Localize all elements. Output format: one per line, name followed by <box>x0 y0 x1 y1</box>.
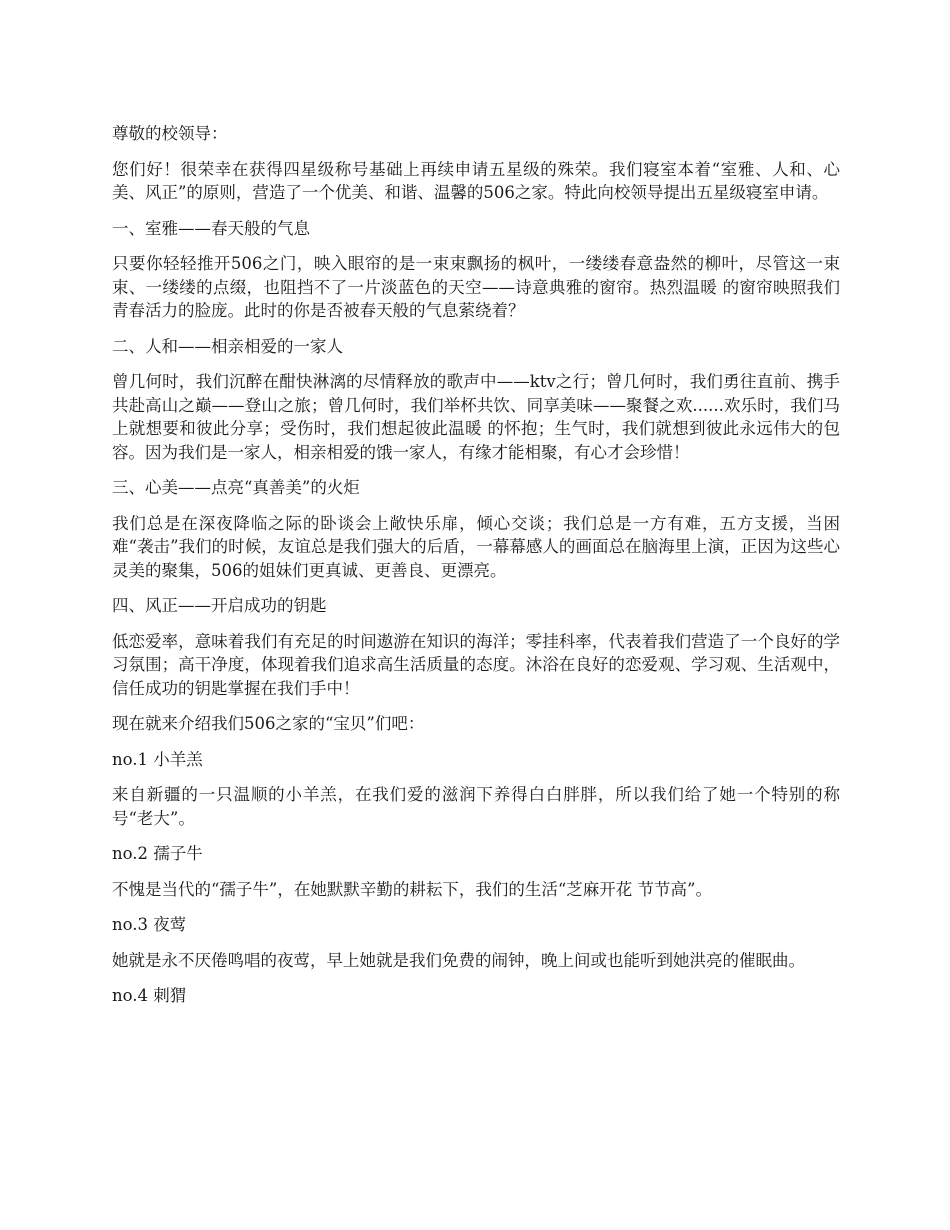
member-4-title: no.4 刺猬 <box>112 986 187 1005</box>
member-3-title: no.3 夜莺 <box>112 915 187 934</box>
document-page <box>112 122 840 1020</box>
section-4-title: 四、风正——开启成功的钥匙 <box>112 596 327 615</box>
section-2-title: 二、人和——相亲相爱的一家人 <box>112 336 343 356</box>
section-3-body: 我们总是在深夜降临之际的卧谈会上敞快乐扉，倾心交谈；我们总是一方有难，五方支援，当困难“袭击”我们的时候，友谊总是我们强大的后盾，一幕幕感人的画面总在脑海里上演，正因为这些心灵美的聚集，506的姐妹们更真诚、更善良、更漂亮。 <box>112 513 840 580</box>
member-2-body: 不愧是当代的“孺子牛”，在她默默辛勤的耕耘下，我们的生活“芝麻开花 节节高”。 <box>112 879 712 899</box>
section-3-title: 三、心美——点亮“真善美”的火炬 <box>112 478 360 497</box>
section-4-body: 低恋爱率，意味着我们有充足的时间遨游在知识的海洋；零挂科率，代表着我们营造了一个良好的学习氛围；高干净度，体现着我们追求高生活质量的态度。沐浴在良好的恋爱观、学习观、生活观中，信任成功的钥匙掌握在我们手中！ <box>112 631 840 698</box>
section-2-body: 曾几何时，我们沉醉在酣快淋漓的尽情释放的歌声中——ktv之行；曾几何时，我们勇往直前、携手共赴高山之巅——登山之旅；曾几何时，我们举杯共饮、同享美味——聚餐之欢......欢乐时，我们马上就想要和彼此分享；受伤时，我们想起彼此温暖 的怀抱；生气时，我们就想到彼此永远伟大的包容。因为我们是一家人，相亲相爱的饿一家人，有缘才能相聚，有心才会珍惜！ <box>112 372 840 462</box>
member-3-body: 她就是永不厌倦鸣唱的夜莺，早上她就是我们免费的闹钟，晚上间或也能听到她洪亮的催眠曲。 <box>112 950 805 970</box>
member-1-body: 来自新疆的一只温顺的小羊羔，在我们爱的滋润下养得白白胖胖，所以我们给了她一个特别的称号“老大”。 <box>112 785 840 828</box>
intro-paragraph: 您们好！很荣幸在获得四星级称号基础上再续申请五星级的殊荣。我们寝室本着“室雅、人和、心美、风正”的原则，营造了一个优美、和谐、温馨的506之家。特此向校领导提出五星级寝室申请。 <box>112 159 840 202</box>
section-1-body: 只要你轻轻推开506之门，映入眼帘的是一束束飘扬的枫叶，一缕缕春意盎然的柳叶，尽管这一束束、一缕缕的点缀，也阻挡不了一片淡蓝色的天空——诗意典雅的窗帘。热烈温暖 的窗帘映照我们青春活力的脸庞。此时的你是否被春天般的气息萦绕着？ <box>112 254 840 320</box>
section-1-title: 一、室雅——春天般的气息 <box>112 218 310 238</box>
members-intro: 现在就来介绍我们506之家的“宝贝”们吧： <box>112 714 425 733</box>
member-1-title: no.1 小羊羔 <box>112 749 203 769</box>
greeting: 尊敬的校领导： <box>112 124 228 143</box>
member-2-title: no.2 孺子牛 <box>112 844 203 863</box>
